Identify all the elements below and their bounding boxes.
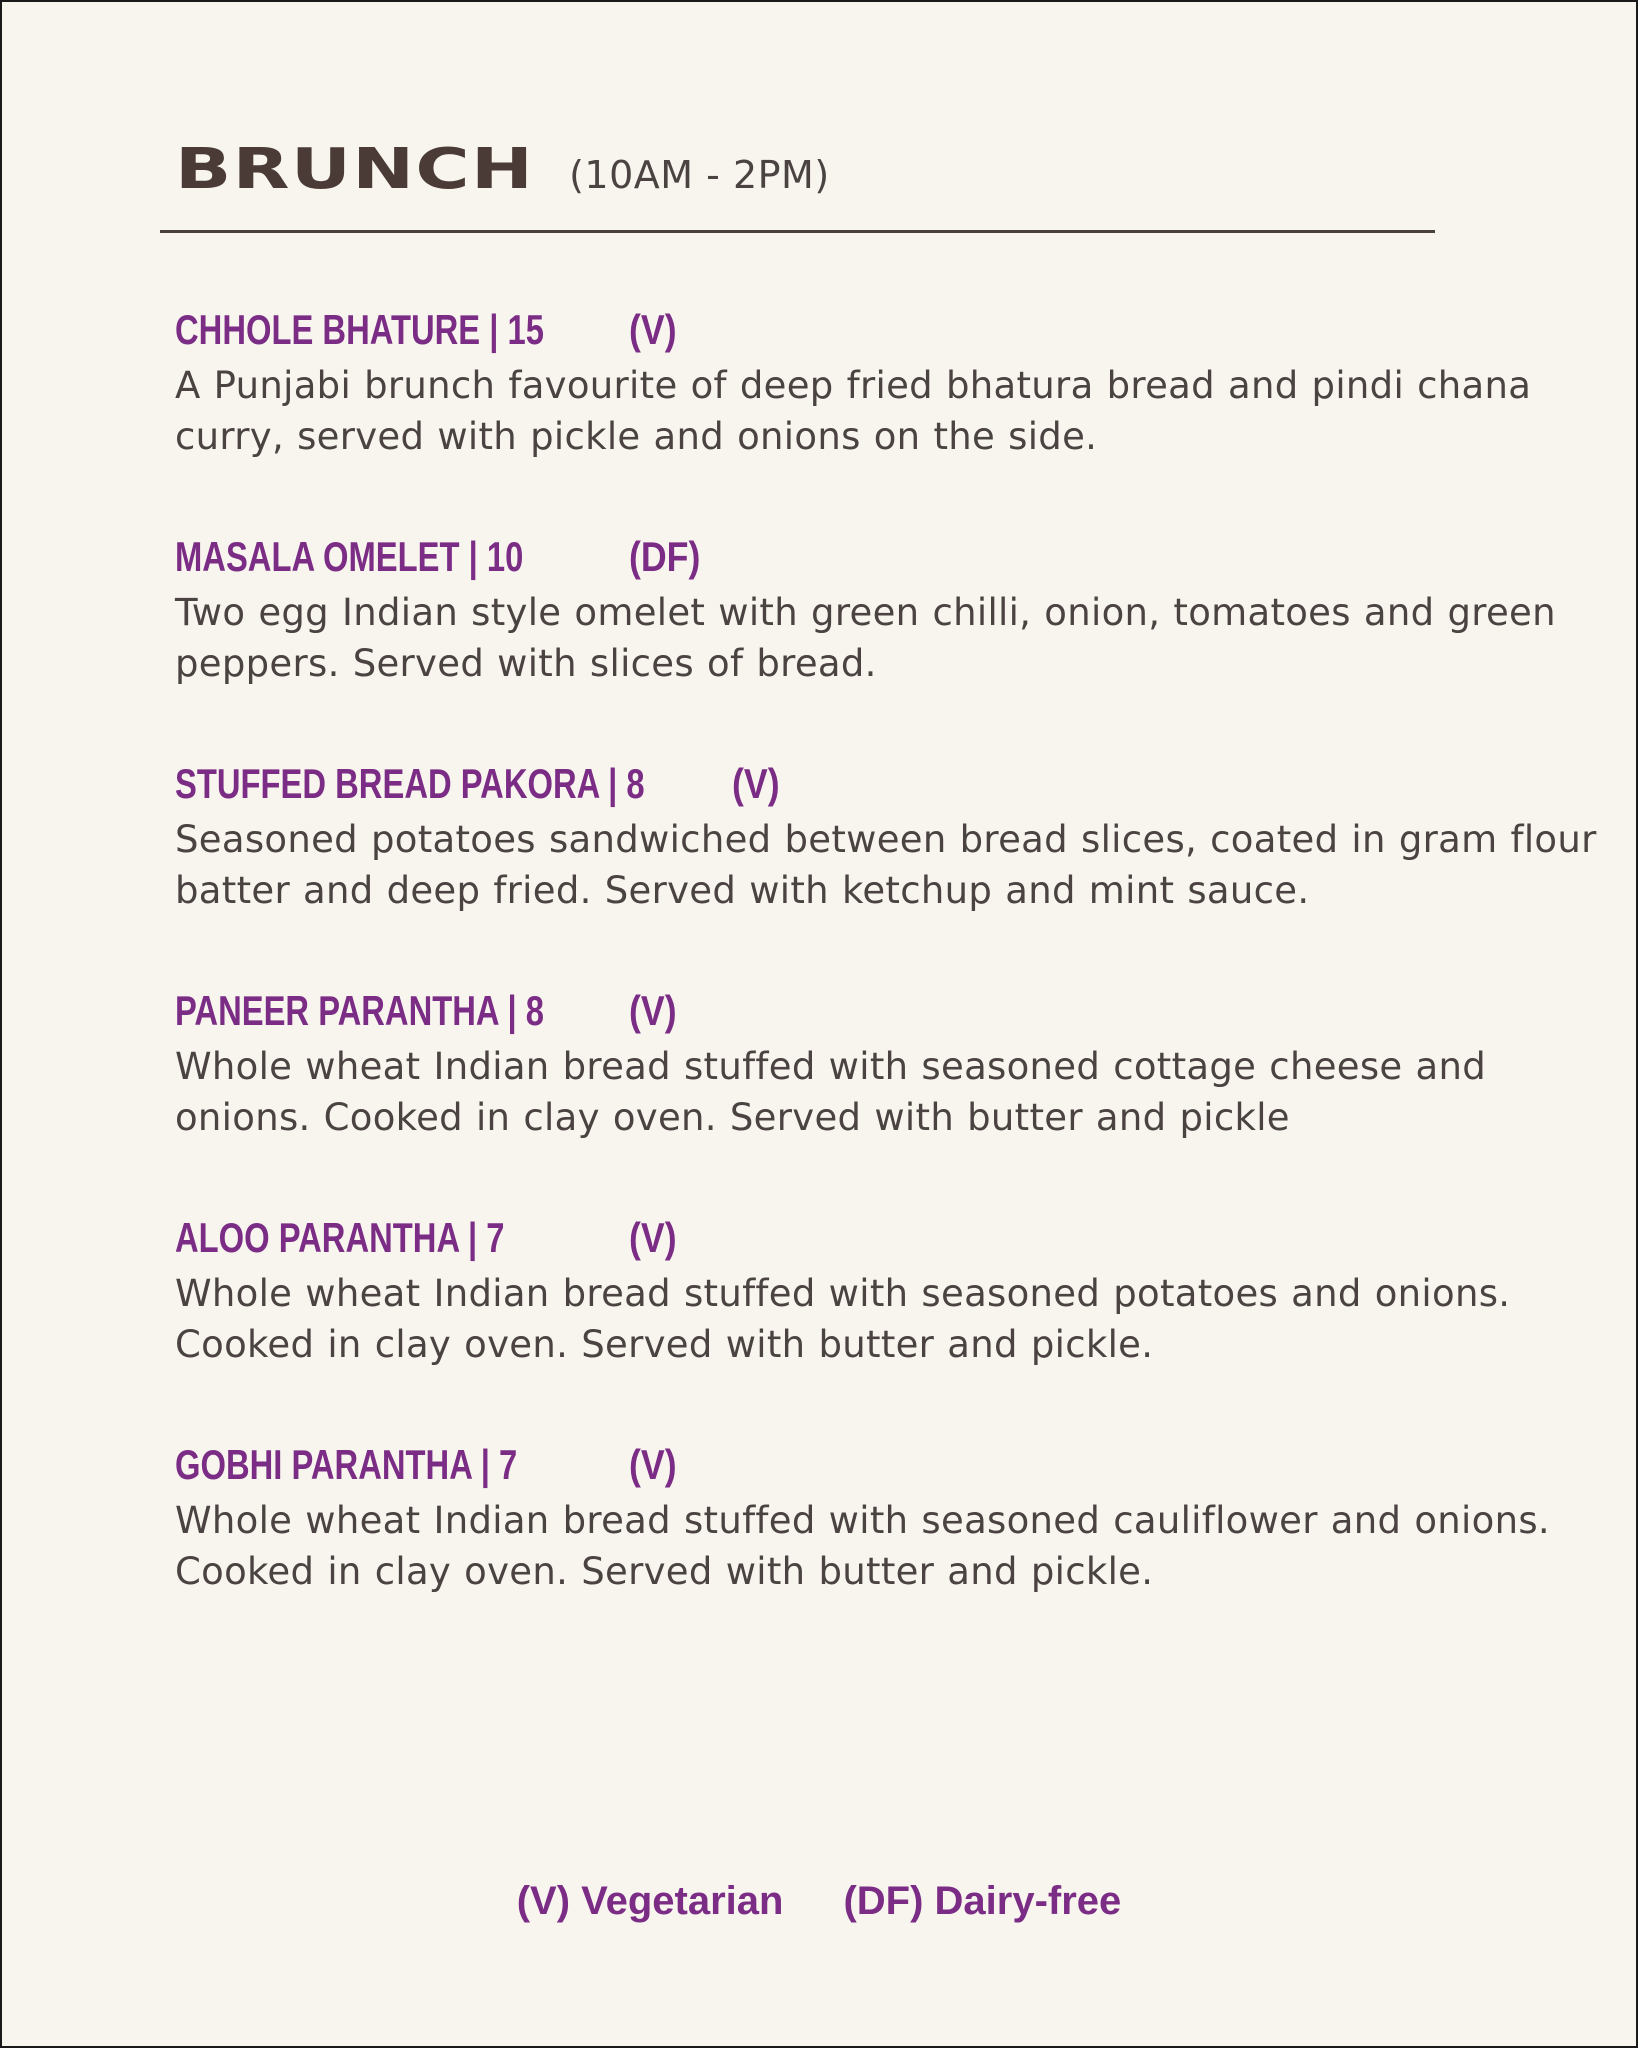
menu-title: BRUNCH <box>175 137 535 202</box>
menu-hours: (10AM - 2PM) <box>569 153 830 197</box>
item-description: Two egg Indian style omelet with green chilli, onion, tomatoes and green peppers. Served with slices of bread. <box>175 591 1556 685</box>
item-name: GOBHI PARANTHA | 7 <box>175 1441 518 1488</box>
item-heading <box>175 756 1615 812</box>
item-name: STUFFED BREAD PAKORA | 8 <box>175 760 645 807</box>
menu-item-chhole-bhature <box>175 302 1615 529</box>
item-heading <box>175 302 1615 358</box>
item-description: Whole wheat Indian bread stuffed with seasoned cottage cheese and onions. Cooked in clay oven. Served with butter and pickle <box>175 1045 1487 1139</box>
item-heading <box>175 983 1615 1039</box>
dietary-legend <box>2 1879 1636 1924</box>
menu-item-masala-omelet <box>175 529 1615 756</box>
menu-item-gobhi-parantha <box>175 1437 1615 1664</box>
item-dietary-tag: (DF) <box>629 533 701 580</box>
item-description: Seasoned potatoes sandwiched between bread slices, coated in gram flour batter and deep fried. Served with ketchup and mint sauce. <box>175 818 1597 912</box>
item-dietary-tag: (V) <box>732 760 780 807</box>
header-divider <box>160 230 1435 233</box>
item-dietary-tag: (V) <box>629 1441 677 1488</box>
menu-header <box>175 137 830 202</box>
item-description: Whole wheat Indian bread stuffed with seasoned cauliflower and onions. Cooked in clay oven. Served with butter and pickle. <box>175 1499 1550 1593</box>
item-name: ALOO PARANTHA | 7 <box>175 1214 505 1261</box>
item-dietary-tag: (V) <box>629 306 677 353</box>
item-description: Whole wheat Indian bread stuffed with seasoned potatoes and onions. Cooked in clay oven. Served with butter and pickle. <box>175 1272 1511 1366</box>
menu-item-aloo-parantha <box>175 1210 1615 1437</box>
item-name: CHHOLE BHATURE | 15 <box>175 306 544 353</box>
menu-list <box>175 302 1615 1664</box>
item-heading <box>175 529 1615 585</box>
item-heading <box>175 1210 1615 1266</box>
menu-item-paneer-parantha <box>175 983 1615 1210</box>
item-description: A Punjabi brunch favourite of deep fried bhatura bread and pindi chana curry, served with pickle and onions on the side. <box>175 364 1532 458</box>
item-name: MASALA OMELET | 10 <box>175 533 524 580</box>
item-heading <box>175 1437 1615 1493</box>
item-name: PANEER PARANTHA | 8 <box>175 987 544 1034</box>
item-dietary-tag: (V) <box>629 987 677 1034</box>
menu-item-stuffed-bread-pakora <box>175 756 1615 983</box>
item-dietary-tag: (V) <box>629 1214 677 1261</box>
legend-vegetarian: (V) Vegetarian <box>516 1879 784 1923</box>
legend-dairy-free: (DF) Dairy-free <box>843 1879 1122 1923</box>
